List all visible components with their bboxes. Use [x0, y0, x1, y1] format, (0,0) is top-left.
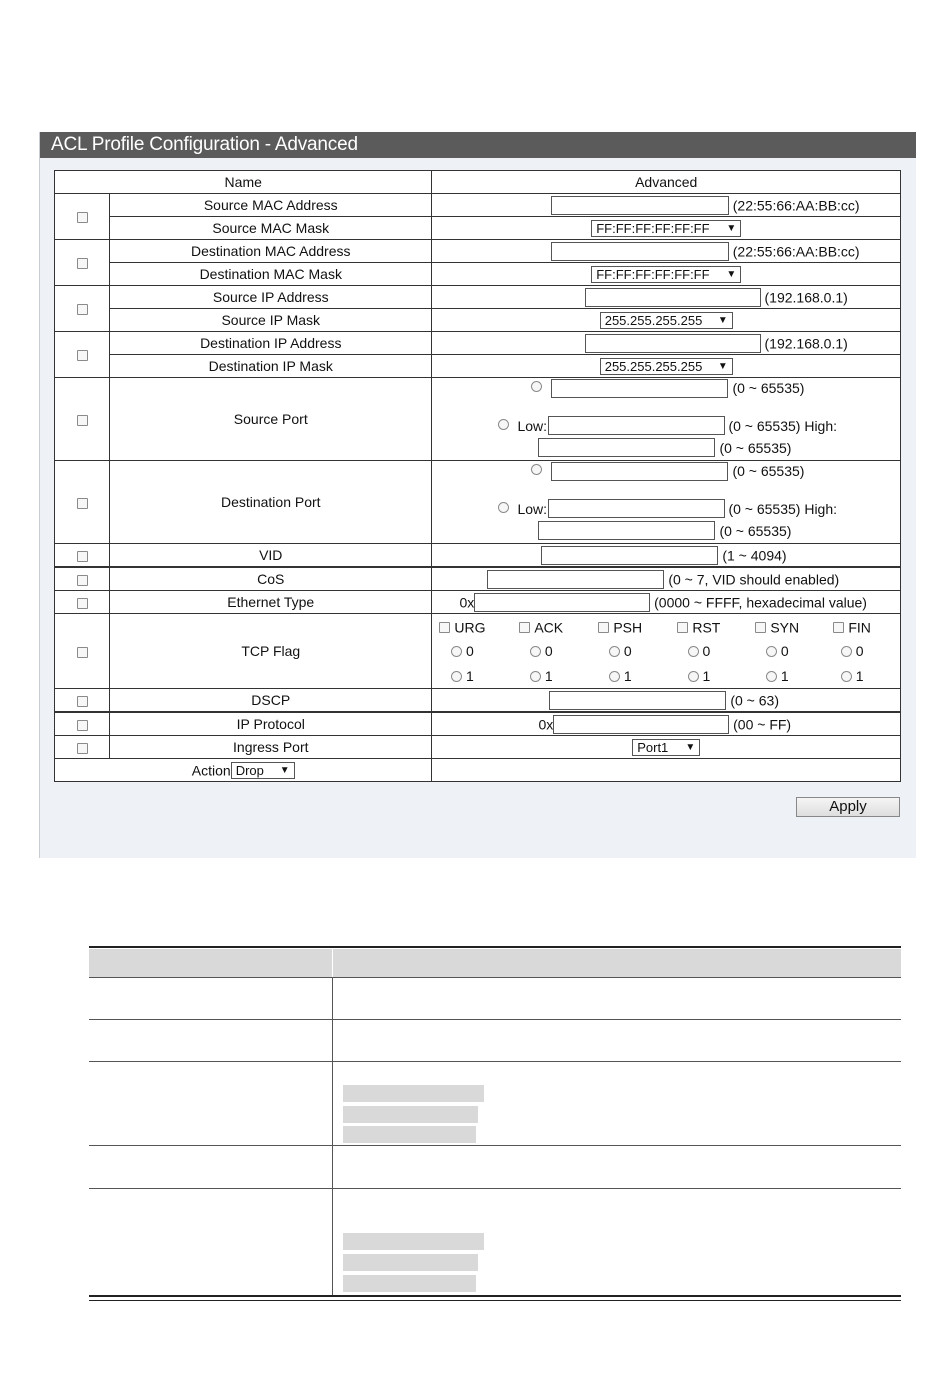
chevron-down-icon: ▼ — [717, 314, 728, 326]
src-ip-label: Source IP Address — [110, 286, 432, 309]
redacted-bar — [343, 1275, 476, 1292]
redacted-bar — [343, 1126, 476, 1143]
tcp-flag-psh: PSH 0 1 — [598, 614, 642, 688]
chevron-down-icon: ▼ — [685, 741, 696, 753]
src-port-input[interactable] — [551, 379, 728, 398]
dst-port-label: Destination Port — [110, 461, 432, 544]
ip-protocol-checkbox[interactable] — [77, 720, 88, 731]
psh-1-radio[interactable] — [609, 671, 620, 682]
ingress-port-label: Ingress Port — [110, 736, 432, 759]
urg-checkbox[interactable] — [439, 622, 450, 633]
dst-ip-mask-select[interactable]: 255.255.255.255 ▼ — [600, 358, 733, 375]
acl-advanced-table — [54, 170, 901, 782]
dscp-hint: (0 ~ 63) — [730, 692, 779, 708]
eth-type-hint: (0000 ~ FFFF, hexadecimal value) — [654, 594, 867, 610]
vid-hint: (1 ~ 4094) — [722, 547, 787, 563]
dst-port-high-hint: (0 ~ 65535) — [719, 523, 792, 539]
vid-input[interactable] — [541, 546, 718, 565]
cos-hint: (0 ~ 7, VID should enabled) — [668, 571, 840, 587]
table-row — [89, 1061, 901, 1145]
dst-ip-checkbox[interactable] — [77, 350, 88, 361]
dst-mac-mask-select[interactable]: FF:FF:FF:FF:FF:FF ▼ — [591, 266, 741, 283]
vid-checkbox[interactable] — [77, 551, 88, 562]
src-ip-input[interactable] — [585, 288, 761, 307]
src-port-low-label: Low: — [517, 418, 548, 434]
ack-checkbox[interactable] — [519, 622, 530, 633]
fin-1-radio[interactable] — [841, 671, 852, 682]
src-port-high-hint: (0 ~ 65535) — [719, 440, 792, 456]
redacted-bar — [343, 1254, 478, 1271]
psh-checkbox[interactable] — [598, 622, 609, 633]
action-select[interactable]: Drop ▼ — [231, 762, 295, 779]
apply-button[interactable]: Apply — [796, 797, 900, 817]
cos-label: CoS — [110, 567, 432, 591]
table-header — [89, 948, 901, 977]
src-port-label: Source Port — [110, 378, 432, 461]
table-row — [89, 1145, 901, 1188]
ack-1-radio[interactable] — [530, 671, 541, 682]
table-row — [89, 1188, 901, 1295]
ip-protocol-input[interactable] — [553, 715, 729, 734]
ip-protocol-hint: (00 ~ FF) — [733, 716, 792, 732]
action-value-cell — [432, 759, 901, 782]
tcp-flag-fin: FIN 0 1 — [833, 614, 870, 688]
dst-mac-hint: (22:55:66:AA:BB:cc) — [732, 243, 860, 259]
tcp-flag-ack: ACK 0 1 — [519, 614, 563, 688]
rst-0-radio[interactable] — [688, 646, 699, 657]
src-port-single-radio[interactable] — [531, 381, 542, 392]
panel-title: ACL Profile Configuration - Advanced — [40, 132, 916, 158]
src-port-hint: (0 ~ 65535) — [732, 380, 805, 396]
chevron-down-icon: ▼ — [726, 268, 737, 280]
src-port-low-input[interactable] — [548, 416, 725, 435]
tcp-flag-label: TCP Flag — [110, 614, 432, 689]
src-mac-input[interactable] — [551, 196, 729, 215]
src-ip-hint: (192.168.0.1) — [764, 289, 848, 305]
table-bottom-rule — [89, 1295, 901, 1301]
syn-0-radio[interactable] — [766, 646, 777, 657]
ingress-port-select[interactable]: Port1 ▼ — [632, 739, 700, 756]
src-port-high-input[interactable] — [538, 438, 715, 457]
tcp-flag-urg: URG 0 1 — [439, 614, 485, 688]
dst-ip-input[interactable] — [585, 334, 761, 353]
fin-checkbox[interactable] — [833, 622, 844, 633]
dst-mac-label: Destination MAC Address — [110, 240, 432, 263]
src-ip-checkbox[interactable] — [77, 304, 88, 315]
redacted-bar — [343, 1233, 484, 1250]
urg-0-radio[interactable] — [451, 646, 462, 657]
src-mac-mask-select[interactable]: FF:FF:FF:FF:FF:FF ▼ — [591, 220, 741, 237]
src-mac-checkbox[interactable] — [77, 212, 88, 223]
src-port-range-radio[interactable] — [498, 419, 509, 430]
src-port-checkbox[interactable] — [77, 415, 88, 426]
chevron-down-icon: ▼ — [717, 360, 728, 372]
src-ip-mask-select[interactable]: 255.255.255.255 ▼ — [600, 312, 733, 329]
dscp-label: DSCP — [110, 689, 432, 713]
vid-label: VID — [110, 544, 432, 568]
cos-input[interactable] — [487, 570, 664, 589]
syn-1-radio[interactable] — [766, 671, 777, 682]
psh-0-radio[interactable] — [609, 646, 620, 657]
fin-0-radio[interactable] — [841, 646, 852, 657]
chevron-down-icon: ▼ — [726, 222, 737, 234]
src-mac-hint: (22:55:66:AA:BB:cc) — [732, 197, 860, 213]
cos-checkbox[interactable] — [77, 575, 88, 586]
dst-port-range-radio[interactable] — [498, 502, 509, 513]
dst-ip-label: Destination IP Address — [110, 332, 432, 355]
dscp-input[interactable] — [549, 691, 726, 710]
tcp-flag-grid — [432, 614, 900, 688]
redacted-bar — [343, 1085, 484, 1102]
dst-mac-checkbox[interactable] — [77, 258, 88, 269]
table-row — [89, 977, 901, 1019]
src-port-high-label: (0 ~ 65535) High: — [728, 418, 838, 434]
ip-protocol-prefix: 0x — [538, 716, 554, 732]
dst-port-low-input[interactable] — [548, 499, 725, 518]
syn-checkbox[interactable] — [755, 622, 766, 633]
ingress-port-checkbox[interactable] — [77, 743, 88, 754]
src-mac-mask-label: Source MAC Mask — [110, 217, 432, 240]
ip-protocol-label: IP Protocol — [110, 712, 432, 736]
dst-port-input[interactable] — [551, 462, 728, 481]
dst-port-low-label: Low: — [517, 501, 548, 517]
dscp-checkbox[interactable] — [77, 696, 88, 707]
dst-port-single-radio[interactable] — [531, 464, 542, 475]
header-advanced: Advanced — [432, 171, 901, 194]
rst-checkbox[interactable] — [677, 622, 688, 633]
parameter-description-table — [89, 946, 901, 1301]
table-row — [89, 1019, 901, 1061]
dst-ip-mask-label: Destination IP Mask — [110, 355, 432, 378]
redacted-bar — [343, 1106, 478, 1123]
dst-port-hint: (0 ~ 65535) — [732, 463, 805, 479]
urg-1-radio[interactable] — [451, 671, 462, 682]
acl-profile-panel — [39, 132, 916, 858]
tcp-flag-rst: RST 0 1 — [677, 614, 720, 688]
eth-type-label: Ethernet Type — [110, 591, 432, 614]
eth-type-input[interactable] — [474, 593, 650, 612]
tcp-flag-syn: SYN 0 1 — [755, 614, 799, 688]
tcp-flag-checkbox[interactable] — [77, 647, 88, 658]
dst-port-checkbox[interactable] — [77, 498, 88, 509]
chevron-down-icon: ▼ — [279, 764, 290, 776]
ack-0-radio[interactable] — [530, 646, 541, 657]
rst-1-radio[interactable] — [688, 671, 699, 682]
dst-ip-hint: (192.168.0.1) — [764, 335, 848, 351]
src-mac-label: Source MAC Address — [110, 194, 432, 217]
table-header-row — [55, 171, 901, 194]
eth-type-checkbox[interactable] — [77, 598, 88, 609]
header-name: Name — [55, 171, 432, 194]
eth-type-prefix: 0x — [459, 594, 475, 610]
dst-mac-mask-label: Destination MAC Mask — [110, 263, 432, 286]
dst-port-high-input[interactable] — [538, 521, 715, 540]
src-ip-mask-label: Source IP Mask — [110, 309, 432, 332]
dst-port-high-label: (0 ~ 65535) High: — [728, 501, 838, 517]
action-label: Action — [191, 762, 231, 779]
dst-mac-input[interactable] — [551, 242, 729, 261]
